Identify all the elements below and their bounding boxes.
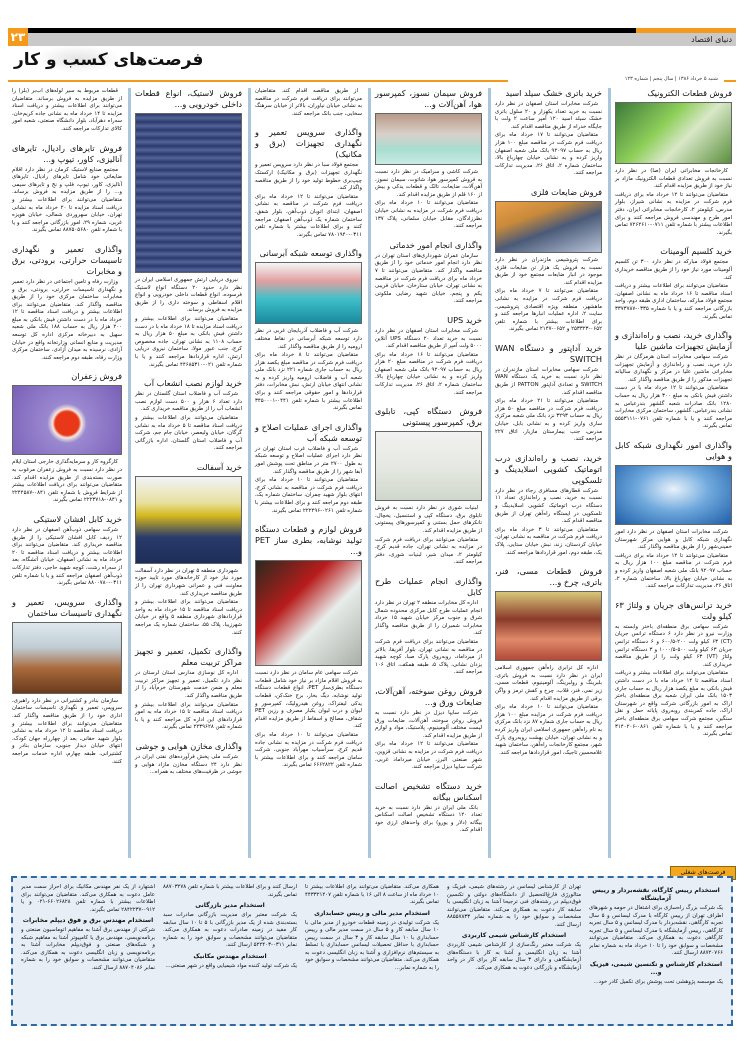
classified-ad [255,127,362,239]
job-listing [447,932,581,972]
job-title: استخدام مدیر مالی و رییس حسابداری [314,909,430,917]
job-description: یک شرکت معتبر برای مدیریت بازرگانی صادرات سبد بسته‌بندی شده از یک مدیر بازرگانی با ۵ تا ۱۰ سال سابقه کار مفید در زمینه صادرات دعوت به همکاری می‌کند. متقاضیان می‌توانند مشخصات و سوابق خود را به شماره نمابر ۰۳۱۱-۵۲۲۴۰۳ ارسال کنند. [163,912,297,948]
ad-body-text: سازمان بنادر و کشتیرانی در نظر دارد راهبری، سرویس، تعمیر و نگهداری تاسیسات ساختمان اداری خود را از طریق مناقصه واگذار کند. متقاضیان می‌توانند برای اطلاعات بیشتر و دریافت اسناد مناقصه تا ۱۲ خرداد ماه به نشانی بلوار شهید حقانی، بعد از چهارراه جهان کودک، انتهای خیابان دیدار جنوبی، سازمان بنادر و کشتیرانی، طبقه چهارم، اداره خدمات مراجعه کنند. [12,697,123,765]
ad-body-text: مجتمع فولاد مبارکه در نظر دارد ۳۰۰ تن کلسیم آلومینات مورد نیاز خود را از طریق مناقصه خریداری کند. [615,259,732,281]
ad-body-text: وزارت رفاه و تامین اجتماعی در نظر دارد تعمیر و نگهداری تاسیسات حرارتی، برودتی، برق و مخابرات ساختمان مرکزی خود را از طریق مناقصه واگذار کند. متقاضیان می‌توانند برای اطلاعات بیشتر و دریافت اسناد مناقصه تا ۱۲ خرداد ماه با در دست داشتن فیش بانکی به مبلغ ۲۰۰ هزار ریال به حساب ۱۸۸ بانک ملی شعبه سهیل به دبیرخانه مرکزی اداره کل توسعه مدیریت و منابع انسانی وزارتخانه واقع در خیابان آزادی، نرسیده به میدان آزادی، ساختمان مرکزی وزارت رفاه، طبقه دوم مراجعه کنند. [12,278,122,361]
construction-site-photo [12,622,122,694]
ad-body-text: شرکت سهامی برق منطقه‌ای باختر وابسته به وزارت نیرو در نظر دارد ۶ دستگاه ترانس جریان (CT) ۶۳ کیلو ولت ۲۰۰-۶۰۰/۵ و ۶ دستگاه ترانس جریان ۶۳ کیلو ولت ۵۰۰-۱۰۰۰/۵ و ۳ دستگاه ترانس ولتاژ (VT) ۶۳ کیلو ولت را از طریق مناقصه خریداری کند. [615,623,733,668]
job-title: استخدام رییس کارگاه، نقشه‌بردار و رییس آزمایشگاه [592,887,720,902]
ad-headline: فروش تایرهای رادیال، تایرهای آنالیزی، کاور، تیوپ و... [12,142,122,164]
ad-body-text: اداره کل مخابرات منطقه ۲ تهران در نظر دارد انجام عملیات طرح کابل مرکزی محدوده شمال شرق و جنوب مرکز خیابان شهید ۱۵ خرداد مخابرات شمیران را از طریق مناقصه واگذار کند. [375,600,482,637]
ad-body-text: شرکت سهامی عام سامان در نظر دارد نسبت به فروش اقلام مازاد بر نیاز خود شامل قطعات دستگاه بطری‌ساز PET، انواع قطعات دستگاه تولید نوشابه، دیگ بخار، برج خنک‌کن، قطعات یدکی لیفتراک، روغن هیدرولیک، کمپرسور و لیوان و درب لیوان یکبار مصرف و رزین PET شفاف، مصالح و اسقاط از طریق مزایده اقدام کند. [255,670,362,730]
jobs-section-tab: فرصت‌های شغلی [670,866,736,880]
ad-headline: فروش قطعات مسی، فنر، باتری، چرخ و... [495,566,602,588]
ad-body-text: شرکت سایپا دیزل در نظر دارد نسبت به فروش روغن سوخته، آهن‌آلات، ضایعات ورق لیست مختلف آلومینیوم، پلاستیک، مواد و لوازم از طریق مزایده اقدام کند. [375,709,482,739]
classified-ad [12,514,122,588]
job-listing [305,884,439,907]
ad-body-text: شرکت سهامی ذوب‌آهن اصفهان در نظر دارد ۱۲ ردیف کابل افشان لاستیکی را از طریق مناقصه خریداری کند. متقاضیان می‌توانند برای اطلاعات بیشتر و دریافت اسناد مناقصه تا ۲۰ خرداد ماه به نشانی اصفهان، خیابان آتشگاه، بعد از سه‌راه رشت، کوچه شهید حاجی، دفتر تدارکات ذوب‌آهن اصفهان مراجعه کنند و یا با شماره تلفن ۰۳۱۱-۸۸۰۰۷۸۰ تماس بگیرند. [12,527,122,587]
dateline: شنبه ۵ خرداد ۱۳۸۶ | سال پنجم | شماره ۱۲۳ [624,76,718,82]
classified-ad [615,440,732,591]
classified-ad [135,646,242,732]
ad-headline: واگذاری اجرای عملیات اصلاح و توسعه شبکه آب [255,421,362,443]
job-description: یک شرکت تولیدی در زمینه قطعات خودرو از مدیر مالی با ۱۰ سال سابقه کار و ۵ سال در سمت مدیر مالی و رییس حسابداری با ۱۰ سال سابقه کار و ۳ سال در سمت رییس حسابداری با حداقل تحصیلات لیسانس حسابداری با تسلط به سیستم‌های نرم‌افزاری و آشنا به زبان انگلیسی دعوت به همکاری می‌کند. متقاضیان می‌توانند مشخصات و سوابق خود را به شماره نمابر... [305,919,439,971]
job-listing [163,884,297,899]
jobs-classifieds-box [11,876,733,1026]
ad-body-text: شهرداری منطقه ۵ تهران در نظر دارد آسفالت مورد نیاز خود از کارخانه‌های مورد تایید حوزه معاونت فنی و عمرانی شهرداری تهران را از طریق مناقصه خریداری کند. [135,567,242,597]
classified-ad [375,240,482,306]
ad-headline: فروش سیمان نسوز، کمپرسور هوا، آهن‌آلات و... [375,88,482,109]
ad-headline: واگذاری توسعه شبکه آبرسانی [259,248,362,259]
job-listing [21,917,155,972]
ad-headline: خرید آداپتور و دستگاه WAN SWITCH [495,342,602,364]
job-title: استخدام کارشناس شیمی کاربردی [461,932,567,939]
job-listing [589,961,723,987]
classified-ad [255,422,362,515]
ad-headline: خرید باتری خشک سیلد اسید [505,88,602,98]
ad-headline: خرید لوازم نصب انشعاب آب [144,378,242,389]
ad-headline: خرید دستگاه تشخیص اصالت اسکناس بیگانه [375,780,482,802]
classified-ad [255,248,362,413]
ad-headline: فروش ضایعات فلزی [530,186,602,197]
ad-body-text: شرکت کاشی و سرامیک در نظر دارد نسبت به فروش کمپرسور هوا، شاتوت، سیمان نسوز، آهن‌آلات، ضایعات، تالک و قطعات یدکی و بیش از ۱۶۰ قلم از طریق مزایده اقدام کند. [375,169,482,198]
ad-body-text: سازمان عمران شهرداری‌های استان تهران در نظر دارد انجام امور خدماتی خود را از طریق مناقصه واگذار کند. متقاضیان می‌توانند تا ۷ خرداد ماه برای دریافت فرم شرکت در مناقصه به نشانی تهران، خیابان ستارخان، خیابان فریبی یکم و پنجم، خیابان شهید رضایی ملکوتی مراجعه کنند. [375,252,482,305]
ad-headline: خرید آسفالت [196,461,242,472]
classified-ad [495,343,602,444]
ad-headline: فروش لاستیک، انواع قطعات داخلی خودرویی و... [135,88,242,109]
ad-body-text: شرکت مخابرات استان اصفهان در نظر دارد نسبت به خرید تعداد ۲۰ دستگاه UPS آنلاین ۵۰۰۰ ولت آمپر از طریق مناقصه اقدام کند. [375,327,482,350]
copier-machine-photo [375,431,482,501]
job-title: استخدام مهندس مکانیک [193,952,267,960]
classified-ad [375,576,482,677]
ad-body-text: شرکت ملی پخش فرآورده‌های نفتی ایران در نظر دارد ۲۴ دستگاه مخازن مازاد هوایی و جوشی در ظرفیت‌های مختلف به همراه... [135,753,242,776]
job-title: استخدام مدیر بازرگانی [195,902,265,909]
ad-body-text: متقاضیان می‌توانند برای اطلاعات بیشتر و دریافت اسناد مناقصه تا ۱۶ خرداد ماه به نشانی اصفهان، مجتمع فولاد مبارکه، ساختمان اداری طبقه دوم، واحد بازرگانی مراجعه کنند و یا با شماره ۰۳۳۵-۳۳۷۳۷۸۷ تماس بگیرند. [615,283,732,320]
article-columns [6,88,738,858]
ad-body-text: شرکت آب و فاضلاب آذربایجان غربی در نظر دارد توسعه شبکه آبرسانی در نقاط مختلف ارومیه را از طریق مناقصه واگذار کند. [255,328,362,350]
ad-body-text: متقاضیان می‌توانند تا ۱۶ خرداد ماه برای دریافت فرم شرکت در مناقصه مبلغ ۲۰ هزار ریال به حساب ۹۲۰۹۷ بانک ملی شعبه اصفهان واریز کرده و به نشانی خیابان چهارباغ بالا، ساختمان شماره ۲، اتاق ۲۶، مدیریت تدارکات مراجعه کنند. [375,351,483,396]
ad-body-text: کارگروه کار و سرمایه‌گذاری خارجی استان ایلام در نظر دارد نسبت به فروش زعفران مرغوب به صورت بسته‌بندی از طریق مزایده اقدام کند. متقاضیان می‌توانند برای دریافت اطلاعات بیشتر از شرایط فروش با شماره تلفن ۰۸۴۱-۲۲۴۴۵۸۷ و ۰۸۴۱-۲۲۲۳۷۱۸ تماس بگیرند. [12,459,122,504]
classified-ad [495,453,602,557]
ad-body-text: شرکت آب و فاضلاب غرب استان تهران در نظر دارد اجرای عملیات اصلاح و توسعه شبکه به طول ۲۷۰۰ متر در مناطق تحت پوشش امور آبفا شهر را از طریق مناقصه واگذار کند. [255,445,363,475]
ad-body-text: لبنیات شوری در نظر دارد نسبت به فروش تابلوی برق، دستگاه کپی و استنسیل، یخچال، تانکرهای حمل بستنی و کمپرسورهای پیستونی از طریق مزایده اقدام کند. [375,505,482,535]
ad-body-text: متقاضیان می‌توانند برای اطلاعات بیشتر و دریافت اسناد مناقصه تا ۱۴ خرداد ماه با در دست داشتن فیش بانکی به مبلغ یکصد هزار ریال به حساب جاری ۱۵۰۳ بانک ملی ایران شعبه برق منطقه‌ای باختر اراک به امور بازرگانی شرکت واقع در شهرستان اراک، جاده کمربندی روبه‌روی پایانه حمل و نقل سنگین، مجتمع شرکت سهامی برق منطقه‌ای باختر مراجعه کنند و یا با شماره تلفن ۰۸۶۱-۳۱۴۰۲۰۶ تماس بگیرند. [615,670,732,738]
ad-body-text: متقاضیان می‌توانند تا ۷ خرداد ماه برای دریافت فرم شرکت در مزایده به نشانی ماهشهر، منطقه ویژه اقتصادی پتروشیمی، سایت ۲، اداره عملیات انبارها مراجعه کنند و برای اطلاعات بیشتر با شماره تلفن ۰۶۵۲-۲۵۳۳۲۳ و ۰۶۵۲-۲۱۴۷ تماس بگیرند. [495,288,602,333]
dateline-rule [724,80,736,82]
jobs-column-3 [305,884,439,1018]
copper-coils-photo [495,591,602,661]
ad-body-text: متقاضیان می‌توانند تا ۱۲ خرداد ماه برای دریافت فرم شرکت در مناقصه مبلغ ۱۰۰ هزار ریال به حساب ۹۲۰۹۷ بانک ملی شعبه اصفهان واریز کرده و به نشانی خیابان چهارباغ بالا، ساختمان شماره ۲، اتاق ۲۶، مدیریت تدارکات مراجعه کنند. [615,552,732,590]
ad-headline: فروش روغن سوخته، آهن‌آلات، ضایعات ورق و... [375,685,482,707]
classified-ad [495,88,602,178]
tires-rack-photo [135,113,242,273]
ad-body-text: متقاضیان می‌توانند تا ۱۷ خرداد ماه برای دریافت فرم شرکت در مناقصه مبلغ ۱۰۰ هزار ریال به حساب ۹۲۰۹۷ بانک ملی شعبه اصفهان واریز کرده و به نشانی خیابان چهارباغ بالا، ساختمان شماره ۲، اتاق ۲۶، مدیریت تدارکات مراجعه کنند. [495,132,603,177]
ad-body-text: متقاضیان می‌توانند برای اطلاعات بیشتر و دریافت اسناد مناقصه تا ۱۵ خرداد ماه به واحد قراردادهای شهرداری منطقه ۵ واقع در خیابان شهرزیبا، پلاک ۵۵، ساختمان شماره یک مراجعه کنند. [135,599,243,636]
ad-body-text: مجتمع صنایع لاستیک کرمان در نظر دارد اقلام ضایعاتی خود شامل تایرهای رادیال، تایرهای آنالیزی، کاور، تیوپ، فلپ و نخ و تایرهای سیمی و... را از طریق مزایده به فروش برساند. متقاضیان می‌توانند برای اطلاعات بیشتر و دریافت اسناد مزایده تا ۲۰ خرداد ماه به نشانی تهران، خیابان سهروردی شمالی، خیابان هویزه غربی، شماره ۲۹، امور بازرگانی مراجعه کنند و یا با شماره تلفن ۸۸۷۵۰۵۶۸۰ تماس بگیرند. [12,166,123,234]
classified-ad [375,315,482,397]
ad-body-text: شرکت قطارهای مسافری رجاء در نظر دارد نسبت به خرید، نصب و راه‌اندازی تعداد ۱۱ دستگاه درب اتوماتیک کشویی اسلایدینگ و تلسکوپی در ایستگاه راه‌آهن تهران از طریق مناقصه اقدام کند. [495,487,602,525]
ad-headline: فروش لوازم و قطعات دستگاه تولید نوشابه، بطری ساز PET و... [255,524,362,557]
ad-body-text: شرکت مخابرات استان اصفهان در نظر دارد نسبت به خرید تعداد یکهزار و ۲۰ سلول باتری خشک سیلد اسید ۱۲۰ آمپر ساعت ۲ ولت با جایگاه خدراه از طریق مناقصه اقدام کند. [495,101,603,130]
column-4 [248,88,368,858]
ad-body-text: بانک ملی ایران در نظر دارد نسبت به خرید تعداد ۱۲۰ دستگاه تشخیص اصالت اسکناس بیگانه (دلار و یورو) برای واحدهای ارزی خود اقدام کند. [375,804,482,834]
job-listing [447,884,581,929]
job-listing [589,887,723,958]
page-number: ۲۳ [8,28,28,46]
ad-headline: خرید کابل افشان لاستیکی [33,514,122,524]
jobs-column-1 [589,884,723,1018]
ad-body-text: شرکت سهامی مخابرات استان مازندران در نظر دارد نسبت به خرید یک دستگاه WAN SWITCH و تعدادی آداپتور PATTON از طریق مناقصه اقدام کند. [495,366,602,396]
ad-body-text: شرکت آب و فاضلاب استان گلستان در نظر دارد تعداد ۶ هزار و ۵۰۰ دست لوازم نصب انشعاب آب را از طریق مناقصه خریداری کند. [135,391,242,413]
ad-body-text: اداره کل نوسازی مدارس استان لرستان در نظر دارد تکمیل، تعمیر و تجهیز مراکز تربیت معلم و ضمن خدمت شهرستان خرم‌آباد را از طریق مناقصه واگذار کند. [135,670,242,699]
title-underline [8,80,508,82]
column-6 [8,88,128,858]
ad-headline: واگذاری سرویس تعمیر و نگهداری تجهیزات (برق و مکانیک) [255,127,362,160]
classified-ad [12,244,122,363]
asphalt-paver-photo [135,476,242,564]
ad-headline: واگذاری مخازن هوایی و جوشی [135,740,242,751]
ad-headline: واگذاری خرید، نصب و راه‌اندازی و آزمایش تجهیزات ماشین علیا [615,330,732,352]
classified-ad [135,741,242,777]
ad-body-text: کارخانجات مخابراتی ایران (صا) در نظر دارد نسبت به فروش تعدادی قطعات الکترونیک مازاد بر نیاز خود از طریق مزایده اقدام کند. [615,168,732,190]
ad-headline: فروش زعفران [71,371,122,382]
classified-ad [375,88,482,231]
job-description: یک شرکت تولید کننده مواد شیمیایی واقع در شهر صنعتی... [165,962,297,969]
classified-ad [255,88,362,118]
ad-body-text: متقاضیان می‌توانند تا ۱۰ خرداد ماه برای دریافت فرم شرکت در مزایده به نشانی جاده قدیم کرج، سرآسیاب مهرآباد جنوبی، شرکت سامان مراجعه کنند و برای اطلاعات بیشتر با شماره تلفن ۶۶۶۲۸۲۲ تماس بگیرند. [255,731,362,769]
ad-headline: واگذاری تکمیل، تعمیر و تجهیز مراکز تربیت معلم [135,646,242,668]
job-title: استخدام مهندس برق و فوق دیپلم مخابرات [22,917,154,924]
ad-body-text: متقاضیان می‌توانند برای دریافت فرم شرکت در مناقصه به نشانی تهران، بلوار آفریقا، بالاتر از میرداماد، روبه‌روی پارک صبا، کوچه شهید یزدان نشانی، پلاک ۵، طبقه همکف، اتاق ۱۰۶ مراجعه کنند. [375,638,482,676]
ad-body-text: متقاضیان می‌توانند تا ۲۱ خرداد ماه برای دریافت فرم شرکت در مناقصه مبلغ ۵۰ هزار ریال به حساب ۳۲۹۳ نزد بانک ملی شعبه مرکزی ساری واریز کرده و به نشانی بابل، خیابان مدرس، جنب بیمارستان مازیار، اتاق ۲۲۷ مراجعه کنند. [495,398,602,443]
saffron-photo [12,385,122,455]
job-description: همکاری می‌کند. متقاضیان می‌توانند برای اطلاعات بیشتر تا ۱۰ خرداد ماه از ساعت ۸ الی ۱۶ با شماره تلفن ۴۴۳۳۲۱۲۰۷ تماس بگیرند. [305,884,439,905]
ad-body-text: از طریق مناقصه اقدام کند. متقاضیان می‌توانند برای دریافت فرم شرکت در مناقصه به نشانی خیابان نیاوران، بالاتر از خیابان سرهنگ سخایی، جنب بانک مراجعه کنند. [255,88,362,117]
ad-body-text: متقاضیان می‌توانند تا ۱۰ خرداد ماه برای دریافت فرم شرکت در مزایده مبلغ ۱۰۰ هزار ریال به حساب جاری شماره ۸۷ نزد بانک مرکزی به نام راه‌آهن جمهوری اسلامی ایران واریز کرده و به نشانی تهران، خیابان بهشت روبه‌روی پارک شهر، مجتمع کارخانجات راه‌آهن، ساختمان شهید غلامحسین تاجیک، امور قراردادها مراجعه کنند. [495,704,603,756]
ad-body-text: متقاضیان می‌توانند تا ۱۲ خرداد ماه با در دست داشتن فیش بانکی به مبلغ ۳۰۰ هزار ریال به حساب ۱۲۸۰ بانک صادرات شعبه گلشهر بندرعباس به نشانی بندرعباس، گلشهر، ساختمان مرکزی مخابرات مراجعه کنند و یا با شماره تلفن ۰۷۶۱-۵۵۵۳۱۱۱ تماس بگیرند. [615,385,732,430]
ad-headline: فروش دستگاه کپی، تابلوی برق، کمپرسور پیستونی [375,406,482,428]
jobs-column-2 [447,884,581,1018]
newspaper-logo: دنیای اقتصاد [691,35,732,44]
classified-ad [375,406,482,567]
ad-headline: فروش قطعات الکترونیک [647,88,732,98]
classified-ad [615,330,732,431]
ad-headline: خرید، نصب و راه‌اندازی درب اتوماتیک کشویی اسلایدینگ و تلسکوپی [495,452,602,485]
classified-ad [615,246,732,321]
ad-body-text: متقاضیان می‌توانند تا ۱۲ خرداد ماه برای دریافت فرم شرکت در مزایده به نشانی شیراز، بلوار مدرس، کیلومتر ۲، کارخانجات مخابراتی ایران، دفتر امور طرح و مهندسی فروش مراجعه کنند و برای اطلاعات بیشتر با شماره تلفن ۰۷۱۱-۷۲۶۲۶۱۰ تماس بگیرند. [615,191,732,236]
satellite-dish-photo [615,465,732,525]
classified-ad [495,566,602,757]
classified-ad [375,781,482,835]
ad-body-text: متقاضیان می‌توانند برای دریافت فرم شرکت در مزایده به نشانی تهران، جاده قدیم کرج، کیلومتر ۲، میدان شیر، لبنیات شوری، دفتر مراجعه کنند. [375,536,482,566]
classified-ad [375,686,482,772]
ad-headline: خرید ترانس‌های جریان و ولتاژ ۶۳ کیلو ولت [615,599,732,621]
job-description: یک موسسه پژوهشی تحت پوشش برای تکمیل کادر خود... [593,978,723,985]
job-description: ارسال کنند و برای اطلاعات بیشتر با شماره تلفن ۸۸۷۰۳۲۷۸ تماس بگیرند. [163,884,297,898]
classified-ad [12,143,122,235]
ad-headline: واگذاری سرویس، تعمیر و نگهداری تاسیسات ساختمان [12,596,122,618]
classified-ad [135,462,242,637]
masthead [8,28,736,88]
column-1 [608,88,738,858]
electronics-board-photo [615,102,732,164]
cement-plant-photo [375,113,482,165]
ad-body-text: متقاضیان می‌توانند تا ۱۲ خرداد ماه برای دریافت فرم شرکت در مناقصه به نشانی اصفهان، ابتدای اتوبان ذوب‌آهن، بلوار شفق، ساختمان شماره یک ذوب‌آهن اصفهان مراجعه کنند و برای اطلاعات بیشتر با شماره تلفن ۰۳۱۱-۷۸۰۱۹۴۰ تماس بگیرند. [255,193,362,238]
classified-ad [12,597,122,766]
ad-headline: واگذاری انجام عملیات طرح کابل [375,576,482,597]
ad-body-text: متقاضیان می‌توانند تا ۸ خرداد ماه برای دریافت فرم شرکت در مناقصه مبلغ یکصد هزار ریال به حساب جاری شماره ۲۲۱ نزد بانک ملی شعبه آب و فاضلاب ارومیه واریز کرده و به نشانی انتهای خیابان ارتش، نبش مخابرات، دفتر قراردادها و امور حقوقی مراجعه کنند و برای اطلاعات بیشتر با شماره تلفن ۰۴۴۱-۳۴۵۰۰۰۱ تماس بگیرند. [255,352,362,412]
job-title: استخدام کارشناس و تکنسین شیمی، فیزیک و... [589,960,723,976]
ad-headline: واگذاری تعمیر و نگهداری تاسیسات حرارتی، برودتی، برق و مخابرات [12,243,122,276]
classified-ad [12,371,122,505]
ad-body-text: متقاضیان می‌توانند برای اطلاعات بیشتر و دریافت اسناد مناقصه تا ۱۵ خرداد ماه به امور قراردادهای این اداره کل مراجعه کنند و یا با شماره تلفن ۲۲۳۹۶۲۸ تماس بگیرند. [135,701,242,731]
job-listing [163,953,297,971]
ad-body-text: متقاضیان می‌توانند تا ۱۰ خرداد ماه برای دریافت فرم شرکت در مزایده به نشانی خیابان نظرزادگان، مقابل خیابان سلمانی، پلاک ۱۳۷ مراجعه کنند. [375,200,482,230]
ad-body-text: مجتمع فولاد سبا در نظر دارد سرویس تعمیر و نگهداری تجهیزات (برق و مکانیک) ارکستک چیپ‌بری خطوط تولید خود را از طریق مناقصه واگذار کند. [255,162,362,192]
column-3 [368,88,488,858]
soda-bottles-photo [255,560,362,666]
jobs-column-5 [21,884,155,1018]
section-title: فرصت‌های کسب و کار [14,50,204,70]
column-2 [488,88,608,858]
job-listing [21,884,155,914]
classified-ad [615,88,732,237]
classified-ad [495,187,602,334]
saw-blade-photo [495,201,602,253]
ad-body-text: اداره کل ترابری راه‌آهن جمهوری اسلامی ایران در نظر دارد نسبت به فروش باتری، بلبرینگ و رولبرینگ، آلومینیوم، قطعات مسی، زیر نمی، فنر، قلاب، چرخ و کفش ترمز و واگن برقی از طریق مزایده اقدام کند. [495,665,602,702]
ad-body-text: متقاضیان می‌توانند برای اطلاعات بیشتر و دریافت اسناد مزایده تا ۱۸ خرداد ماه با در دست داشتن فیش بانکی به مبلغ ۵۰ هزار ریال به حساب ۱۱۰۸ به نشانی تهران، جاده مخصوص کرج، جنب عبور مولا، ساختمان نیروی دریایی ارتش، اداره قراردادها مراجعه کنند و یا با شماره تلفن ۰۲۱-۴۴۶۸۵۳۱۰ تماس بگیرند. [135,315,242,368]
classified-ad [135,378,242,453]
classified-ad [12,88,122,134]
classified-ad [615,600,732,739]
jobs-column-4 [163,884,297,1018]
ad-body-text: شرکت مخابرات استان اصفهان در نظر دارد امور نگهداری شبکه کابل و هوایی مرکز شهرستان خمینی‌شهر را از طریق مناقصه واگذار کند. [615,529,732,551]
job-description: اشتهارد از یک نفر مهندس مکانیک برای احراز سمت مدیر عامل دعوت به همکاری می‌کند. متقاضیان می‌توانند برای اطلاعات بیشتر با شماره تلفن ۶۶۰۲۶۸۲۸-۰۲۱ و یا ۰۹۱۲-۲۸۴۲۲۳۷ تماس بگیرند. [21,884,155,913]
ad-body-text: متقاضیان می‌توانند تا ۱۰ خرداد ماه برای دریافت فرم شرکت در مناقصه به نشانی کرج، انتهای بلوار شهید چمران، ساختمان شماره یک، طبقه دوم مراجعه کنند و برای اطلاعات بیشتر با شماره تلفن ۰۲۶۱-۲۲۲۴۹۶ تماس بگیرند. [255,477,362,514]
ad-headline: خرید کلسیم آلومینات [660,246,732,257]
ad-headline: واگذاری انجام امور خدماتی [389,239,482,250]
ad-body-text: شرکت سهامی مخابرات استان هرمزگان در نظر دارد خرید، نصب و راه‌اندازی و آزمایش تجهیزات مخابراتی ماشین علیا در مرکز و نگهداری سالیانه تجهیزات مذکور را از طریق مناقصه واگذار کند. [615,354,732,383]
job-listing [305,910,439,973]
job-description: شرکتی از مهندس برق آشنا به مفاهیم اتوماسیون صنعتی و برنامه‌نویسی، مهندس برق یا کامپیوتر آشنا به مفاهیم شبکه و شبکه‌های صنعتی و فوق‌دیپلم مخابرات آشنا به برنامه‌نویسی و زبان انگلیسی دعوت به همکاری می‌کند. متقاضیان می‌توانند مشخصات و سوابق خود را به شماره نمابر ۸۸۷۰۴۰۸۶ ارسال کنند. [21,927,155,971]
ad-headline: خرید UPS [447,314,482,325]
ad-body-text: متقاضیان می‌توانند تا ۳ خرداد ماه برای دریافت فرم شرکت در مناقصه به نشانی تهران، خیابان کردستان، زند، نبش خیابان ستایی، پلاک یک، طبقه دوم، امور قراردادها مراجعه کنند. [495,526,602,556]
classified-ad [255,524,362,770]
job-description: یک شرکت معتبر رنگ‌سازی از کارشناس شیمی کاربردی آشنا به زبان انگلیسی و آشنا به کار با دستگاه‌های آزمایشگاهی و دارای ۳ سال سابقه کار برای کار در واحد آزمایشگاه و بازرگانی دعوت به همکاری می‌کند. [447,942,581,971]
ad-headline: واگذاری امور نگهداری شبکه کابل و هوایی [615,440,732,462]
job-description: تهران از کارشناس لیسانس در رشته‌های شیمی، فیزیک و متالورژی فارغ‌التحصیل از دانشگاه‌های دولتی و تکنسین فوق‌دیپلم در رشته‌های فنی ترجیحا آشنا به زبان انگلیسی با سابقه کار دعوت به همکاری می‌کند. متقاضیان می‌توانند مشخصات و سوابق خود را به شماره نمابر ۸۸۵۵۷۸۳۳ ارسال کنند. [447,884,581,928]
job-description: یک شرکت بزرگ راه‌سازی برای اشتغال در حومه و شهرهای اطراف تهران از رییس کارگاه با مدرک لیسانس و ۵ سال تجربه کارگاهی، نقشه‌بردار با مدرک لیسانس و ۵ سال تجربه کارگاهی، رییس آزمایشگاه با مدرک لیسانس و ۵ سال تجربه کارگاهی دعوت به همکاری می‌کند. متقاضیان می‌توانند مشخصات و سوابق خود را تا ۱۰ خرداد ماه به شماره نمابر ۸۸۷۲۰۷۶۶ ارسال کنند. [589,905,723,956]
ad-body-text: نیروی دریایی ارتش جمهوری اسلامی ایران در نظر دارد حدود ۲۰ دستگاه انواع لاستیک فرسوده، انواع قطعات داخلی خودرویی و انواع اقلام اسقاطی و سوخته داری را از طریق مزایده به فروش برساند. [135,277,243,314]
ad-body-text: متقاضیان می‌توانند تا ۱۲ خرداد ماه برای دریافت فرم شرکت در مزایده به نشانی قزوین، شهر صنعتی البرز، خیابان میرداماد غربی، شرکت سایپا دیزل مراجعه کنند. [375,741,482,771]
masthead-gray-bar [18,33,736,46]
job-listing [163,902,297,950]
ad-body-text: شرکت پتروشیمی مازندران در نظر دارد نسبت به فروش یک هزار تن ضایعات فلزی موجود در انبار ضایعات مجتمع خود از طریق مزایده اقدام کند. [495,256,602,286]
water-canal-photo [255,262,362,324]
ad-body-text: متقاضیان می‌توانند برای اطلاعات بیشتر و دریافت اسناد مناقصه تا ۵ خرداد ماه به نشانی گرگان، خیابان ولیعصر، خیابان جام جم، شرکت آب و فاضلاب استان گلستان، اداره بازرگانی مراجعه کنند. [135,414,242,452]
column-5 [128,88,248,858]
classified-ad [135,88,242,369]
ad-body-text: قطعات مربوط به سیر لوله‌های آب‌بر (بلر) را از طریق مزایده به فروش برساند. متقاضیان می‌توانند برای اطلاعات بیشتر و دریافت اسناد مزایده تا ۱۴ خرداد ماه به نشانی جاده کریم‌خان، سه‌راه دهرآباد، بلوار دانشگاه صنعتی، شعبه امور کالای تدارکات مراجعه کنند. [12,88,122,132]
